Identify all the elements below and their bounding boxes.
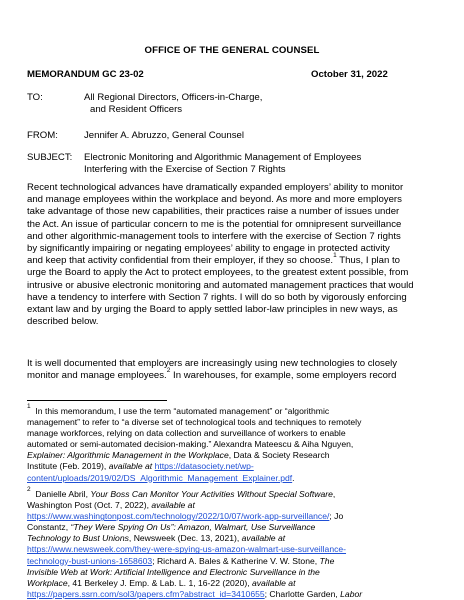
- fn1-italic: available at: [108, 461, 153, 472]
- p2-line: [27, 367, 437, 382]
- fn2-line: [27, 578, 447, 589]
- to-label: TO:: [27, 92, 43, 103]
- fn1-line: manage workforces, relying on data collection and surveillance of workers to enable: [27, 428, 346, 439]
- fn2-text: Washington Post (Oct. 7, 2022),: [27, 500, 152, 511]
- p1-line: described below.: [27, 316, 99, 328]
- fn2-text: ,: [332, 489, 336, 499]
- fn2-line: [27, 500, 447, 511]
- fn1-text: , Data & Society Research: [228, 450, 330, 461]
- to-value-line1: All Regional Directors, Officers-in-Charge,: [84, 92, 263, 103]
- p1-line: by significantly impairing or negating employees’ ability to engage in protected activity: [27, 243, 390, 255]
- fn1-text: In this memorandum, I use the term “automated management” or “algorithmic: [35, 406, 330, 416]
- fn2-italic: Invisible Web at Work: Artificial Intelligence and Electronic Surveillance in the: [27, 566, 320, 577]
- p1-line: take advantage of those new capabilities, their practices raise a number of issues under: [27, 206, 400, 218]
- fn2-link[interactable]: technology-bust-unions-1658603: [27, 555, 153, 566]
- fn1-line: [27, 403, 447, 417]
- p1-line: urge the Board to apply the Act to protect employees, to the greatest extent possible, from: [27, 267, 409, 279]
- p2-line: It is well documented that employers are increasingly using new technologies to closely: [27, 358, 398, 369]
- fn2-line: [27, 486, 447, 500]
- to-field: [27, 92, 447, 118]
- footnote-number-1: 1: [27, 403, 31, 410]
- fn2-line: [27, 589, 447, 600]
- fn2-italic: “They Were Spying On Us”: Amazon, Walmart, Use Surveillance: [70, 522, 316, 533]
- fn2-text: ; Richard A. Bales & Katherine V. W. Stone,: [152, 555, 320, 566]
- p2-text: monitor and manage employees.: [27, 370, 167, 382]
- fn2-text: Danielle Abril,: [35, 489, 91, 499]
- fn2-link[interactable]: https://papers.ssrn.com/sol3/papers.cfm?abstract_id=3410655: [27, 588, 265, 599]
- fn2-italic: available at: [251, 577, 296, 588]
- fn2-italic: The: [319, 555, 335, 566]
- fn2-italic: available at: [241, 533, 286, 544]
- from-value: Jennifer A. Abruzzo, General Counsel: [84, 130, 244, 141]
- fn2-line: [27, 544, 447, 555]
- fn2-italic: Labor: [340, 588, 363, 599]
- to-value-line2: and Resident Officers: [90, 104, 183, 115]
- body-paragraph-1: [27, 182, 437, 328]
- fn2-line: [27, 522, 447, 533]
- p1-line: and other algorithmic-management tools to interfere with the exercise of Section 7 rights: [27, 230, 401, 242]
- fn2-line: [27, 567, 447, 578]
- p1-line: have a tendency to interfere with Section 7 rights. I will do so both by vigorously enforcing: [27, 291, 407, 303]
- fn1-line: automated or semi-automated decision-making.” Alexandra Mateescu & Aiha Nguyen,: [27, 439, 354, 450]
- p1-line: intrusive or abusive electronic monitoring and automated management practices that would: [27, 279, 414, 291]
- office-title: OFFICE OF THE GENERAL COUNSEL: [144, 45, 320, 56]
- fn2-text: , 41 Berkeley J. Emp. & Lab. L. 1, 16-22 (2020),: [67, 577, 252, 588]
- fn1-line: [27, 450, 447, 461]
- fn2-line: [27, 556, 447, 567]
- fn2-text: Constantz,: [27, 522, 71, 533]
- body-paragraph-2: [27, 358, 437, 382]
- subject-field: [27, 152, 447, 178]
- from-field: [27, 130, 447, 143]
- p1-text: and keep that activity confidential from their employer, if they so choose.: [27, 255, 334, 267]
- from-label: FROM:: [27, 130, 58, 141]
- footnote-divider: [27, 400, 167, 401]
- fn1-line: [27, 473, 447, 484]
- subject-value-line1: Electronic Monitoring and Algorithmic Management of Employees: [84, 152, 362, 163]
- fn2-italic: Your Boss Can Monitor Your Activities Without Special Software: [90, 489, 333, 499]
- fn2-italic: available at: [151, 500, 195, 511]
- fn2-line: [27, 511, 447, 522]
- fn2-italic: Workplace: [27, 577, 68, 588]
- fn1-line: [27, 461, 447, 472]
- fn1-text: Institute (Feb. 2019),: [27, 461, 109, 472]
- fn2-italic: Technology to Bust Unions: [27, 533, 129, 544]
- fn1-italic: Explainer: Algorithmic Management in the Workplace: [27, 450, 229, 461]
- fn1-link[interactable]: https://datasociety.net/wp-: [154, 461, 254, 472]
- p1-line: Recent technological advances have dramatically expanded employers’ ability to monitor: [27, 182, 404, 193]
- fn2-line: [27, 533, 447, 544]
- fn2-text: ; Charlotte Garden,: [264, 588, 341, 599]
- footnote-ref-1[interactable]: 1: [333, 252, 337, 260]
- fn1-line: management” to refer to “a diverse set of technological tools and techniques to remotely: [27, 417, 362, 428]
- fn2-text: ; Jo: [329, 511, 344, 522]
- p1-text: Thus, I plan to: [336, 255, 401, 267]
- footnote-ref-2[interactable]: 2: [166, 367, 171, 375]
- memo-number: MEMORANDUM GC 23-02: [27, 69, 144, 80]
- subject-label: SUBJECT:: [27, 152, 73, 163]
- footnote-1: [27, 403, 447, 484]
- p1-line: [27, 252, 437, 267]
- fn1-link[interactable]: content/uploads/2019/02/DS_Algorithmic_Management_Explainer.pdf: [27, 472, 293, 483]
- subject-value-line2: Interfering with the Exercise of Section 7 Rights: [84, 164, 286, 175]
- fn2-link[interactable]: https://www.washingtonpost.com/technology/2022/10/07/work-app-surveillance/: [27, 511, 330, 522]
- footnote-2: [27, 486, 447, 600]
- p1-line: the Act. An issue of particular concern to me is the potential for omnipresent surveillance: [27, 218, 402, 230]
- fn2-text: , Newsweek (Dec. 13, 2021),: [128, 533, 242, 544]
- fn1-text: .: [292, 472, 295, 483]
- memo-date: October 31, 2022: [311, 69, 388, 80]
- p2-text: In warehouses, for example, some employers record: [170, 370, 397, 382]
- fn2-link[interactable]: https://www.newsweek.com/they-were-spying-us-amazon-walmart-use-surveillance-: [27, 544, 347, 555]
- p1-line: and manage employees within the workplace and beyond. As more and more employers: [27, 194, 402, 206]
- footnote-number-2: 2: [27, 486, 31, 493]
- p1-line: extant law and by urging the Board to apply settled labor-law principles in new ways, as: [27, 304, 398, 316]
